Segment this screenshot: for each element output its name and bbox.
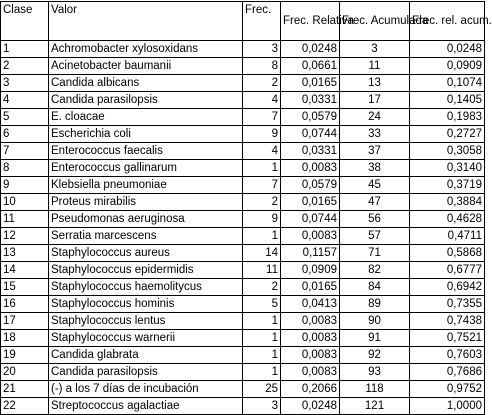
table-row (1, 211, 485, 228)
cell-clase: 9 (1, 177, 49, 194)
cell-frec-rel-acum: 0,3884 (410, 194, 485, 211)
cell-clase: 2 (1, 58, 49, 75)
cell-clase: 11 (1, 211, 49, 228)
cell-frec-relativa: 0,0248 (281, 41, 340, 58)
cell-clase: 17 (1, 313, 49, 330)
cell-frec-acumulada: 82 (340, 262, 410, 279)
cell-valor: Staphylococcus hominis (49, 296, 243, 313)
cell-frec-rel-acum: 1,0000 (410, 398, 485, 415)
cell-clase: 20 (1, 364, 49, 381)
cell-clase: 13 (1, 245, 49, 262)
cell-frec-relativa: 0,0331 (281, 92, 340, 109)
cell-valor: Candida albicans (49, 75, 243, 92)
cell-frec: 2 (243, 194, 281, 211)
cell-frec-relativa: 0,2066 (281, 381, 340, 398)
cell-frec: 9 (243, 211, 281, 228)
cell-valor: Staphylococcus epidermidis (49, 262, 243, 279)
cell-frec-acumulada: 91 (340, 330, 410, 347)
cell-frec-rel-acum: 0,6777 (410, 262, 485, 279)
header-valor: Valor (49, 2, 243, 41)
cell-clase: 22 (1, 398, 49, 415)
cell-clase: 15 (1, 279, 49, 296)
cell-valor: Enterococcus gallinarum (49, 160, 243, 177)
cell-frec-acumulada: 84 (340, 279, 410, 296)
cell-frec: 1 (243, 160, 281, 177)
table-row (1, 41, 485, 58)
cell-frec: 4 (243, 92, 281, 109)
cell-frec: 5 (243, 296, 281, 313)
table-row (1, 109, 485, 126)
cell-frec-relativa: 0,0165 (281, 279, 340, 296)
cell-frec-acumulada: 17 (340, 92, 410, 109)
cell-frec-rel-acum: 0,3719 (410, 177, 485, 194)
cell-frec-acumulada: 24 (340, 109, 410, 126)
cell-frec-rel-acum: 0,0248 (410, 41, 485, 58)
cell-frec: 2 (243, 75, 281, 92)
cell-frec-relativa: 0,0661 (281, 58, 340, 75)
cell-frec-relativa: 0,0165 (281, 75, 340, 92)
cell-clase: 16 (1, 296, 49, 313)
cell-frec-acumulada: 13 (340, 75, 410, 92)
cell-frec-acumulada: 56 (340, 211, 410, 228)
table-row (1, 398, 485, 415)
table-body (1, 41, 485, 415)
cell-frec-acumulada: 118 (340, 381, 410, 398)
cell-valor: (-) a los 7 días de incubación (49, 381, 243, 398)
cell-frec-acumulada: 90 (340, 313, 410, 330)
table-row (1, 279, 485, 296)
cell-frec-rel-acum: 0,4628 (410, 211, 485, 228)
cell-frec-rel-acum: 0,3058 (410, 143, 485, 160)
cell-frec-relativa: 0,0331 (281, 143, 340, 160)
cell-frec-acumulada: 47 (340, 194, 410, 211)
table-row (1, 262, 485, 279)
cell-frec-rel-acum: 0,7355 (410, 296, 485, 313)
cell-valor: Candida parasilopsis (49, 364, 243, 381)
header-frec-relativa: Frec. Relativa (281, 2, 340, 41)
cell-clase: 12 (1, 228, 49, 245)
cell-clase: 14 (1, 262, 49, 279)
cell-frec-rel-acum: 0,1074 (410, 75, 485, 92)
table-row (1, 126, 485, 143)
cell-frec-rel-acum: 0,5868 (410, 245, 485, 262)
table-row (1, 313, 485, 330)
table-row (1, 330, 485, 347)
cell-frec-relativa: 0,0744 (281, 211, 340, 228)
cell-frec-acumulada: 33 (340, 126, 410, 143)
cell-frec-acumulada: 57 (340, 228, 410, 245)
cell-clase: 19 (1, 347, 49, 364)
table-row (1, 381, 485, 398)
cell-clase: 3 (1, 75, 49, 92)
cell-frec-relativa: 0,1157 (281, 245, 340, 262)
cell-frec-rel-acum: 0,2727 (410, 126, 485, 143)
cell-frec-relativa: 0,0083 (281, 347, 340, 364)
cell-valor: E. cloacae (49, 109, 243, 126)
header-frec-rel-acum: Frec. rel. acum. (410, 2, 485, 41)
cell-frec-rel-acum: 0,0909 (410, 58, 485, 75)
cell-frec-rel-acum: 0,7686 (410, 364, 485, 381)
cell-frec-acumulada: 38 (340, 160, 410, 177)
table-row (1, 160, 485, 177)
cell-frec-rel-acum: 0,9752 (410, 381, 485, 398)
header-clase: Clase (1, 2, 49, 41)
cell-clase: 6 (1, 126, 49, 143)
cell-frec: 3 (243, 398, 281, 415)
cell-frec-relativa: 0,0083 (281, 330, 340, 347)
cell-frec: 1 (243, 228, 281, 245)
header-frec-acumulada: Frec. Acumulada (340, 2, 410, 41)
cell-frec: 1 (243, 330, 281, 347)
cell-frec: 14 (243, 245, 281, 262)
cell-valor: Serratia marcescens (49, 228, 243, 245)
cell-frec-rel-acum: 0,7603 (410, 347, 485, 364)
cell-valor: Acinetobacter baumanii (49, 58, 243, 75)
cell-clase: 21 (1, 381, 49, 398)
cell-clase: 4 (1, 92, 49, 109)
cell-clase: 18 (1, 330, 49, 347)
cell-valor: Escherichia coli (49, 126, 243, 143)
cell-clase: 7 (1, 143, 49, 160)
cell-frec-acumulada: 93 (340, 364, 410, 381)
cell-frec-relativa: 0,0579 (281, 109, 340, 126)
cell-frec-acumulada: 37 (340, 143, 410, 160)
cell-frec: 25 (243, 381, 281, 398)
cell-frec-rel-acum: 0,1405 (410, 92, 485, 109)
table-row (1, 92, 485, 109)
cell-frec-rel-acum: 0,1983 (410, 109, 485, 126)
frequency-table (0, 1, 492, 415)
cell-frec-relativa: 0,0744 (281, 126, 340, 143)
table-row (1, 245, 485, 262)
cell-frec-relativa: 0,0083 (281, 160, 340, 177)
cell-valor: Staphylococcus lentus (49, 313, 243, 330)
cell-frec: 1 (243, 313, 281, 330)
cell-frec-rel-acum: 0,7438 (410, 313, 485, 330)
cell-frec-acumulada: 92 (340, 347, 410, 364)
cell-frec: 7 (243, 109, 281, 126)
table-header-row (1, 2, 485, 41)
cell-frec: 7 (243, 177, 281, 194)
cell-valor: Achromobacter xylosoxidans (49, 41, 243, 58)
cell-frec-relativa: 0,0165 (281, 194, 340, 211)
cell-valor: Staphylococcus aureus (49, 245, 243, 262)
cell-clase: 10 (1, 194, 49, 211)
cell-frec: 8 (243, 58, 281, 75)
cell-frec-acumulada: 3 (340, 41, 410, 58)
cell-frec: 2 (243, 279, 281, 296)
cell-frec: 3 (243, 41, 281, 58)
cell-frec-acumulada: 11 (340, 58, 410, 75)
cell-frec: 9 (243, 126, 281, 143)
table-row (1, 347, 485, 364)
cell-valor: Streptococcus agalactiae (49, 398, 243, 415)
cell-frec-rel-acum: 0,6942 (410, 279, 485, 296)
table-row (1, 58, 485, 75)
table-row (1, 228, 485, 245)
cell-frec-relativa: 0,0909 (281, 262, 340, 279)
table-row (1, 177, 485, 194)
cell-clase: 8 (1, 160, 49, 177)
cell-valor: Staphylococcus haemolitycus (49, 279, 243, 296)
cell-valor: Staphylococcus warnerii (49, 330, 243, 347)
cell-valor: Proteus mirabilis (49, 194, 243, 211)
cell-valor: Enterococcus faecalis (49, 143, 243, 160)
cell-frec-acumulada: 45 (340, 177, 410, 194)
cell-frec: 1 (243, 364, 281, 381)
cell-frec-acumulada: 71 (340, 245, 410, 262)
cell-frec-acumulada: 89 (340, 296, 410, 313)
cell-frec-rel-acum: 0,4711 (410, 228, 485, 245)
cell-clase: 5 (1, 109, 49, 126)
cell-clase: 1 (1, 41, 49, 58)
cell-frec-relativa: 0,0083 (281, 364, 340, 381)
table-row (1, 143, 485, 160)
cell-valor: Candida glabrata (49, 347, 243, 364)
cell-frec: 11 (243, 262, 281, 279)
cell-frec: 4 (243, 143, 281, 160)
cell-frec-relativa: 0,0248 (281, 398, 340, 415)
cell-valor: Candida parasilopsis (49, 92, 243, 109)
header-frec: Frec. (243, 2, 281, 41)
cell-frec-acumulada: 121 (340, 398, 410, 415)
cell-frec-rel-acum: 0,7521 (410, 330, 485, 347)
cell-valor: Klebsiella pneumoniae (49, 177, 243, 194)
table-row (1, 194, 485, 211)
table-row (1, 296, 485, 313)
cell-frec: 1 (243, 347, 281, 364)
cell-frec-rel-acum: 0,3140 (410, 160, 485, 177)
cell-frec-relativa: 0,0083 (281, 228, 340, 245)
cell-frec-relativa: 0,0083 (281, 313, 340, 330)
cell-frec-relativa: 0,0579 (281, 177, 340, 194)
cell-valor: Pseudomonas aeruginosa (49, 211, 243, 228)
table-row (1, 364, 485, 381)
cell-frec-relativa: 0,0413 (281, 296, 340, 313)
table-row (1, 75, 485, 92)
